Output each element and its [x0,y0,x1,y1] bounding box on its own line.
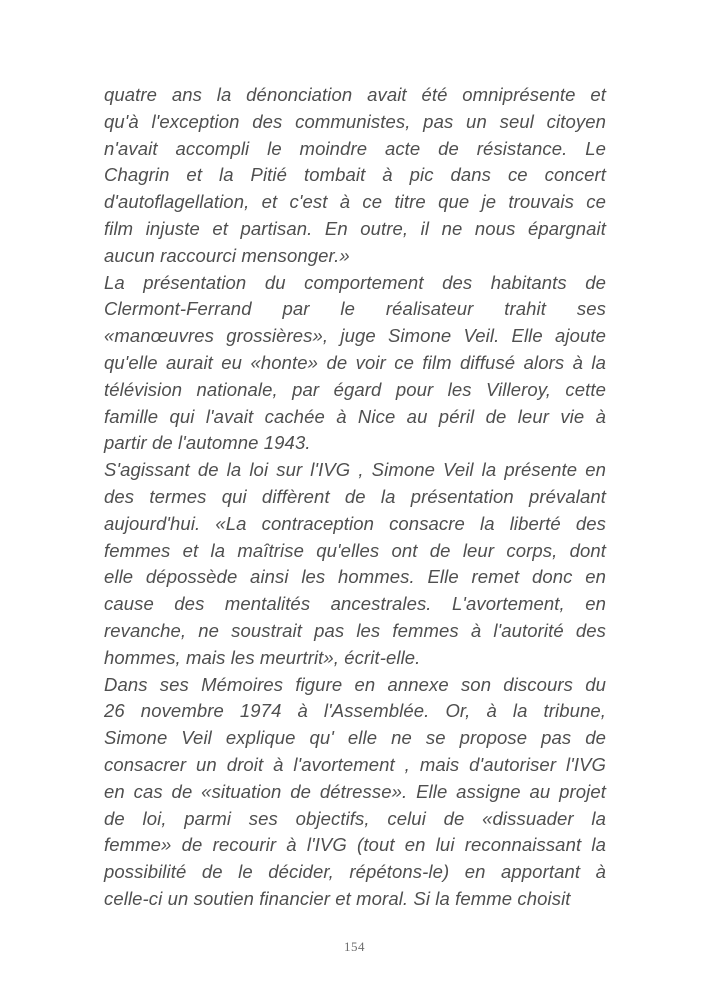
text-line: aujourd'hui. «La contraception consacre la liberté des [104,512,606,534]
text-line: celle-ci un soutien financier et moral. Si la femme choisit [104,887,571,909]
text-line: Dans ses Mémoires figure en annexe son discours du [104,673,606,695]
text-line: Chagrin et la Pitié tombait à pic dans ce concert [104,164,606,186]
text-line: «manœuvres grossières», juge Simone Veil. Elle ajoute [104,325,606,347]
text-line: 26 novembre 1974 à l'Assemblée. Or, à la tribune, [104,700,606,722]
text-line: Simone Veil explique qu' elle ne se propose pas de [104,727,606,749]
text-line: n'avait accompli le moindre acte de résistance. Le [104,137,606,159]
text-line: en cas de «situation de détresse». Elle assigne au projet [104,780,606,802]
text-line: cause des mentalités ancestrales. L'avortement, en [104,593,606,615]
paragraph [104,457,606,671]
paragraph [104,82,606,270]
text-line: S'agissant de la loi sur l'IVG , Simone Veil la présente en [104,459,606,481]
page-footer [0,938,709,956]
text-line: partir de l'automne 1943. [104,432,311,454]
text-line: d'autoflagellation, et c'est à ce titre que je trouvais ce [104,191,606,213]
text-line: Clermont-Ferrand par le réalisateur trahit ses [104,298,606,320]
text-line: femme» de recourir à l'IVG (tout en lui reconnaissant la [104,834,606,856]
text-line: aucun raccourci mensonger.» [104,244,350,266]
text-line: des termes qui diffèrent de la présentation prévalant [104,485,606,507]
paragraph [104,672,606,913]
text-line: La présentation du comportement des habitants de [104,271,606,293]
text-line: famille qui l'avait cachée à Nice au péril de leur vie à [104,405,606,427]
text-line: qu'à l'exception des communistes, pas un seul citoyen [104,110,606,132]
page-number: 154 [344,939,365,954]
text-line: qu'elle aurait eu «honte» de voir ce film diffusé alors à la [104,351,606,373]
text-line: hommes, mais les meurtrit», écrit-elle. [104,646,421,668]
text-line: film injuste et partisan. En outre, il ne nous épargnait [104,217,606,239]
text-block [104,82,606,913]
paragraph [104,270,606,458]
text-line: possibilité de le décider, répétons-le) en apportant à [104,861,606,883]
text-line: femmes et la maîtrise qu'elles ont de leur corps, dont [104,539,606,561]
text-line: de loi, parmi ses objectifs, celui de «dissuader la [104,807,606,829]
text-line: elle dépossède ainsi les hommes. Elle remet donc en [104,566,606,588]
text-line: revanche, ne soustrait pas les femmes à l'autorité des [104,619,606,641]
text-line: quatre ans la dénonciation avait été omniprésente et [104,84,606,105]
text-line: consacrer un droit à l'avortement , mais d'autoriser l'IVG [104,753,606,775]
text-line: télévision nationale, par égard pour les Villeroy, cette [104,378,606,400]
